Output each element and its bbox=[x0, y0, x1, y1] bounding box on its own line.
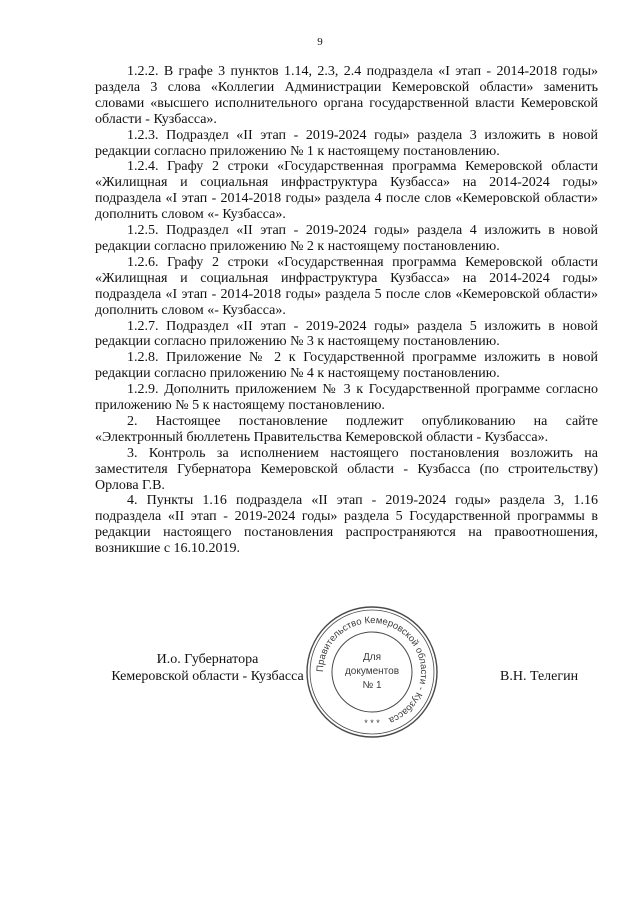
signatory-title-line2: Кемеровской области - Кузбасса bbox=[111, 669, 304, 684]
stamp-graphic bbox=[304, 604, 440, 740]
paragraph-3: 3. Контроль за исполнением настоящего постановления возложить на заместителя Губернатора Кемеровской области - Кузбасса (по строительству) Орлова Г.В. bbox=[95, 445, 598, 493]
signatory-title-line1: И.о. Губернатора bbox=[156, 652, 259, 667]
stamp-stars: * * * bbox=[364, 718, 380, 728]
paragraph-1-2-2: 1.2.2. В графе 3 пунктов 1.14, 2.3, 2.4 подраздела «I этап - 2014-2018 годы» раздела 3 слова «Коллегии Администрации Кемеровской области» заменить словами «высшего исполнительного органа государственной власти Кемеровской области - Кузбасса». bbox=[95, 64, 598, 127]
stamp-center-line1: Для bbox=[362, 652, 382, 663]
stamp-center-line2: документов bbox=[344, 666, 400, 677]
document-body bbox=[95, 64, 598, 557]
paragraph-4: 4. Пункты 1.16 подраздела «II этап - 2019-2024 годы» раздела 3, 1.16 подраздела «II этап - 2019-2024 годы» раздела 5 Государственной программы в редакции настоящего постановления распространяются на правоотношения, возникшие с 16.10.2019. bbox=[95, 493, 598, 557]
paragraph-1-2-8: 1.2.8. Приложение № 2 к Государственной программе изложить в новой редакции согласно приложению № 4 к настоящему постановлению. bbox=[95, 350, 598, 382]
paragraph-2: 2. Настоящее постановление подлежит опубликованию на сайте «Электронный бюллетень Правительства Кемеровской области - Кузбасса». bbox=[95, 413, 598, 445]
paragraph-1-2-9: 1.2.9. Дополнить приложением № 3 к Государственной программе согласно приложению № 5 к настоящему постановлению. bbox=[95, 382, 598, 414]
stamp-center-line3: № 1 bbox=[362, 680, 382, 691]
paragraph-1-2-7: 1.2.7. Подраздел «II этап - 2019-2024 годы» раздела 5 изложить в новой редакции согласно приложению № 3 к настоящему постановлению. bbox=[95, 318, 598, 350]
paragraph-1-2-4: 1.2.4. Графу 2 строки «Государственная программа Кемеровской области «Жилищная и социальная инфраструктура Кузбасса» на 2014-2024 годы» подраздела «I этап - 2014-2018 годы» раздела 4 после слов «Кемеровской области» дополнить словом «- Кузбасса». bbox=[95, 159, 598, 223]
paragraph-1-2-5: 1.2.5. Подраздел «II этап - 2019-2024 годы» раздела 4 изложить в новой редакции согласно приложению № 2 к настоящему постановлению. bbox=[95, 223, 598, 254]
stamp-ring-text: Правительство Кемеровской области - Кузбасса bbox=[314, 614, 430, 726]
signatory-name: В.Н. Телегин bbox=[500, 669, 579, 684]
signatory-title bbox=[100, 651, 315, 685]
paragraph-1-2-3: 1.2.3. Подраздел «II этап - 2019-2024 годы» раздела 3 изложить в новой редакции согласно приложению № 1 к настоящему постановлению. bbox=[95, 127, 598, 159]
paragraph-1-2-6: 1.2.6. Графу 2 строки «Государственная программа Кемеровской области «Жилищная и социальная инфраструктура Кузбасса» на 2014-2024 годы» подраздела «I этап - 2014-2018 годы» раздела 5 после слов «Кемеровской области» дополнить словом «- Кузбасса». bbox=[95, 254, 598, 318]
page-number: 9 bbox=[317, 36, 323, 48]
official-stamp bbox=[304, 604, 440, 740]
